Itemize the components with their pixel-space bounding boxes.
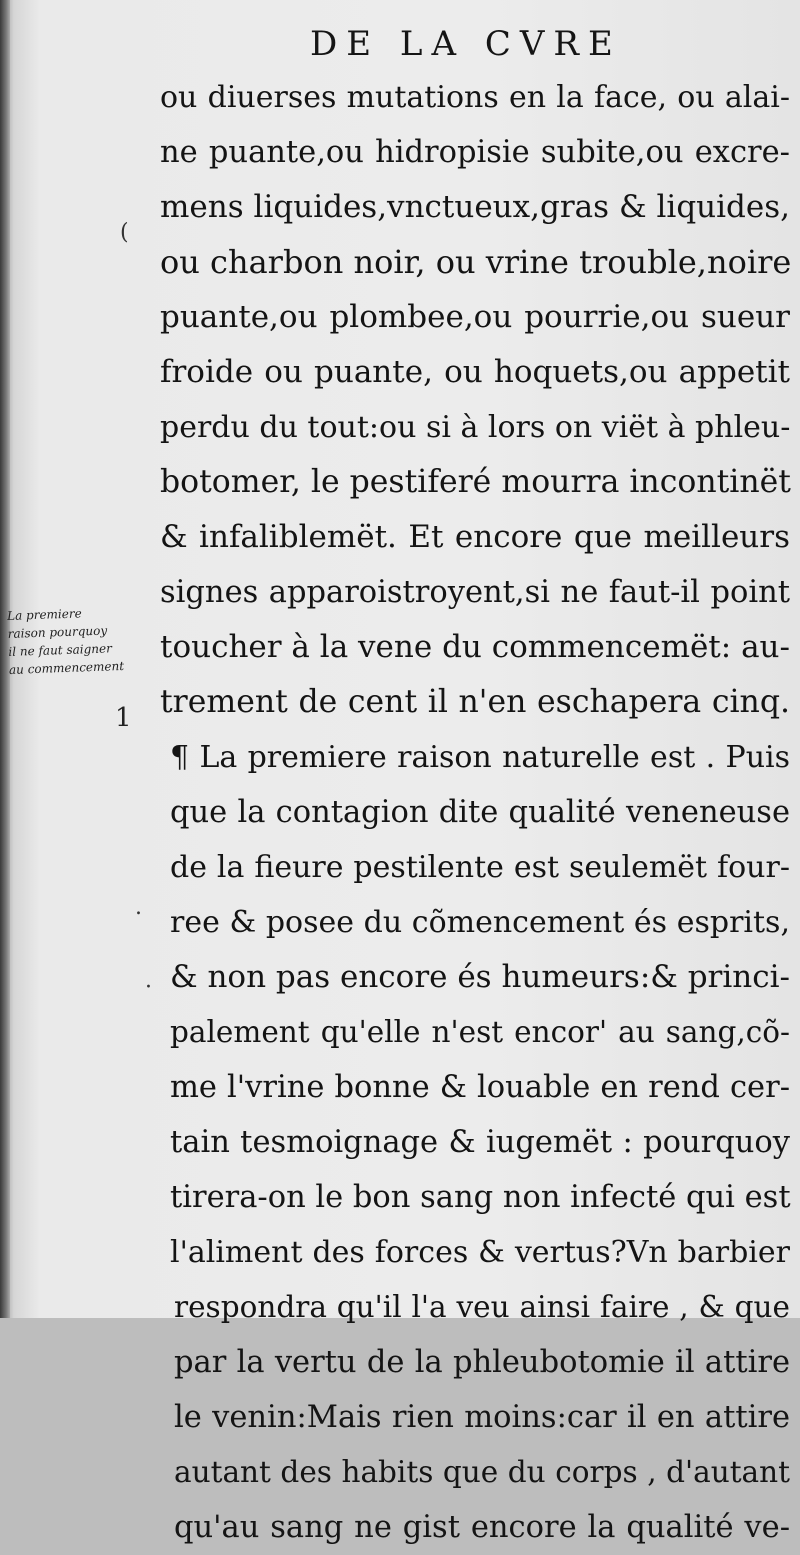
handwritten-marginal-note <box>7 601 179 679</box>
text-line: ree & posee du cõmencement és esprits, <box>170 905 790 940</box>
text-line: ne puante,ou hidropisie subite,ou excre- <box>160 135 790 170</box>
text-line: de la fieure pestilente est seulemët four- <box>170 850 790 885</box>
text-line: tain tesmoignage & iugemët : pourquoy <box>170 1125 790 1160</box>
text-line: tirera-on le bon sang non infecté qui est <box>170 1180 791 1215</box>
text-line: froide ou puante, ou hoquets,ou appetit <box>160 354 790 390</box>
marginal-note-line: au commencement <box>8 658 125 677</box>
text-line: trement de cent il n'en eschapera cinq. <box>160 684 790 720</box>
text-line: palement qu'elle n'est encor' au sang,cõ- <box>170 1015 790 1049</box>
text-line: perdu du tout:ou si à lors on viët à phleu- <box>160 410 791 445</box>
marginal-note-line: il ne faut saigner <box>8 641 113 659</box>
ink-mark: . <box>135 895 142 920</box>
margin-number: 1 <box>115 703 132 733</box>
text-line: & non pas encore és humeurs:& princi- <box>170 959 790 995</box>
marginal-note-line: La premiere <box>6 606 82 623</box>
ink-mark: · <box>145 975 152 1000</box>
text-line: & infaliblemët. Et encore que meilleurs <box>160 519 790 555</box>
text-line: que la contagion dite qualité veneneuse <box>170 795 790 830</box>
text-line: botomer, le pestiferé mourra incontinët <box>160 464 791 500</box>
text-line: autant des habits que du corps , d'autant <box>174 1455 790 1489</box>
text-line: par la vertu de la phleubotomie il attire <box>174 1345 790 1380</box>
text-line: le venin:Mais rien moins:car il en attire <box>174 1400 790 1435</box>
text-line: signes apparoistroyent,si ne faut-il point <box>160 575 790 610</box>
text-line-paragraph-start: ¶ La premiere raison naturelle est . Puis <box>170 740 790 775</box>
marginal-note-line: raison pourquoy <box>7 623 108 641</box>
text-line: mens liquides,vnctueux,gras & liquides, <box>160 189 790 225</box>
text-line: qu'au sang ne gist encore la qualité ve- <box>174 1510 790 1545</box>
text-line: l'aliment des forces & vertus?Vn barbier <box>170 1235 790 1270</box>
text-line: toucher à la vene du commencemët: au- <box>160 629 790 665</box>
text-line: puante,ou plombee,ou pourrie,ou sueur <box>160 299 790 335</box>
text-line: me l'vrine bonne & louable en rend cer- <box>170 1070 790 1105</box>
text-line: respondra qu'il l'a veu ainsi faire , & que <box>174 1290 790 1324</box>
text-line: ou diuerses mutations en la face, ou alai- <box>160 80 790 115</box>
running-header: DE LA CVRE <box>310 24 622 64</box>
text-line: ou charbon noir, ou vrine trouble,noire <box>160 243 792 281</box>
body-text <box>160 70 790 1555</box>
ink-mark: ( <box>120 220 129 245</box>
